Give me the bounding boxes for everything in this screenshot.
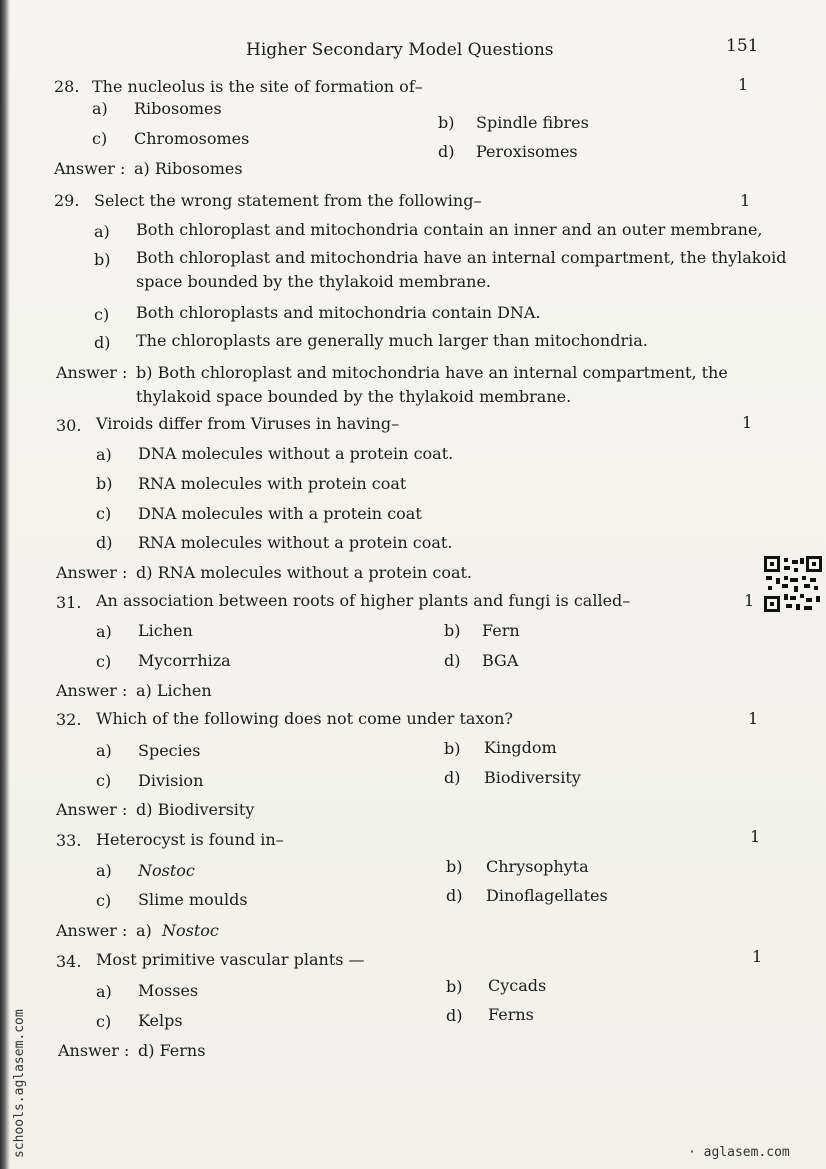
option-text: Spindle fibres	[476, 113, 589, 132]
option-label: a)	[96, 982, 112, 1001]
question-marks: 1	[748, 709, 759, 728]
question-text: Most primitive vascular plants —	[96, 950, 365, 969]
question-text: An association between roots of higher plants and fungi is called–	[96, 591, 631, 610]
side-watermark-text: schools.aglasem.com	[12, 1009, 27, 1158]
option-label: a)	[96, 445, 112, 464]
side-watermark	[10, 968, 34, 1168]
option-text: Both chloroplasts and mitochondria contain DNA.	[136, 303, 541, 322]
option-label: d)	[446, 1006, 463, 1025]
option-text: Species	[138, 741, 201, 760]
question-marks: 1	[744, 591, 755, 610]
option-label: b)	[444, 621, 461, 640]
option-text: RNA molecules without a protein coat.	[138, 533, 453, 552]
answer-text: d) RNA molecules without a protein coat.	[136, 563, 472, 582]
question-text: Heterocyst is found in–	[96, 830, 284, 849]
answer-label: Answer :	[54, 159, 126, 178]
question-marks: 1	[738, 75, 749, 94]
option-label: b)	[94, 250, 111, 269]
option-text: Kelps	[138, 1011, 183, 1030]
answer-prefix: a)	[136, 921, 152, 940]
option-label: b)	[438, 113, 455, 132]
option-label: c)	[96, 1012, 112, 1031]
option-text: Nostoc	[138, 861, 195, 880]
option-label: a)	[92, 99, 108, 118]
page-header-title: Higher Secondary Model Questions	[246, 40, 554, 60]
option-text: Division	[138, 771, 204, 790]
option-label: b)	[446, 857, 463, 876]
answer-text: d) Ferns	[138, 1041, 206, 1060]
answer-text: a) Ribosomes	[134, 159, 243, 178]
option-label: d)	[94, 333, 111, 352]
option-text: Biodiversity	[484, 768, 581, 787]
option-label: c)	[96, 771, 112, 790]
option-text: BGA	[482, 651, 519, 670]
option-label: c)	[96, 652, 112, 671]
question-marks: 1	[742, 413, 753, 432]
option-label: d)	[438, 142, 455, 161]
option-text: RNA molecules with protein coat	[138, 474, 407, 493]
option-label: d)	[444, 651, 461, 670]
option-text: Peroxisomes	[476, 142, 578, 161]
answer-label: Answer :	[56, 563, 128, 582]
option-text: Ribosomes	[134, 99, 222, 118]
answer-label: Answer :	[56, 363, 128, 382]
option-text: DNA molecules without a protein coat.	[138, 444, 454, 463]
answer-text-line-2: thylakoid space bounded by the thylakoid membrane.	[136, 387, 572, 406]
option-label: c)	[92, 129, 108, 148]
option-text-line-1: Both chloroplast and mitochondria have an internal compartment, the thylakoid	[136, 248, 787, 267]
option-label: d)	[96, 533, 113, 552]
option-label: c)	[96, 891, 112, 910]
answer-label: Answer :	[56, 921, 128, 940]
option-label: a)	[96, 861, 112, 880]
question-number: 32.	[56, 710, 82, 729]
option-label: d)	[444, 768, 461, 787]
option-text: Chrysophyta	[486, 857, 589, 876]
option-text: Mycorrhiza	[138, 651, 231, 670]
question-marks: 1	[740, 191, 751, 210]
question-number: 31.	[56, 593, 82, 612]
answer-text: d) Biodiversity	[136, 800, 255, 819]
option-text: Dinoflagellates	[486, 886, 608, 905]
page-number: 151	[726, 36, 759, 56]
question-number: 29.	[54, 191, 80, 210]
option-label: d)	[446, 886, 463, 905]
question-text: Viroids differ from Viruses in having–	[96, 414, 400, 433]
question-marks: 1	[752, 947, 763, 966]
question-number: 34.	[56, 952, 82, 971]
page-edge-shadow	[0, 0, 10, 1169]
option-text: DNA molecules with a protein coat	[138, 504, 422, 523]
answer-text: a) Lichen	[136, 681, 212, 700]
option-label: b)	[446, 977, 463, 996]
question-number: 28.	[54, 77, 80, 96]
answer-label: Answer :	[58, 1041, 130, 1060]
option-text: Mosses	[138, 981, 199, 1000]
question-number: 30.	[56, 416, 82, 435]
question-number: 33.	[56, 831, 82, 850]
qr-code-icon	[764, 556, 822, 612]
option-label: b)	[96, 474, 113, 493]
option-label: a)	[96, 741, 112, 760]
option-text: Chromosomes	[134, 129, 250, 148]
option-label: a)	[96, 622, 112, 641]
option-label: a)	[94, 222, 110, 241]
answer-text-line-1: b) Both chloroplast and mitochondria have an internal compartment, the	[136, 363, 728, 382]
option-text: Slime moulds	[138, 890, 248, 909]
answer-text: Nostoc	[162, 921, 219, 940]
option-text: Lichen	[138, 621, 193, 640]
option-text: The chloroplasts are generally much larger than mitochondria.	[136, 331, 648, 350]
question-marks: 1	[750, 827, 761, 846]
option-text: Both chloroplast and mitochondria contain an inner and an outer membrane,	[136, 220, 763, 239]
option-label: b)	[444, 739, 461, 758]
answer-label: Answer :	[56, 681, 128, 700]
option-text: Cycads	[488, 976, 547, 995]
question-text: Which of the following does not come under taxon?	[96, 709, 513, 728]
option-text: Fern	[482, 621, 520, 640]
answer-label: Answer :	[56, 800, 128, 819]
option-label: c)	[96, 504, 112, 523]
question-text: The nucleolus is the site of formation of–	[92, 77, 423, 96]
option-text: Kingdom	[484, 738, 557, 757]
option-text-line-2: space bounded by the thylakoid membrane.	[136, 272, 491, 291]
question-text: Select the wrong statement from the following–	[94, 191, 482, 210]
option-label: c)	[94, 305, 110, 324]
option-text: Ferns	[488, 1005, 534, 1024]
footer-watermark: · aglasem.com	[688, 1145, 790, 1160]
